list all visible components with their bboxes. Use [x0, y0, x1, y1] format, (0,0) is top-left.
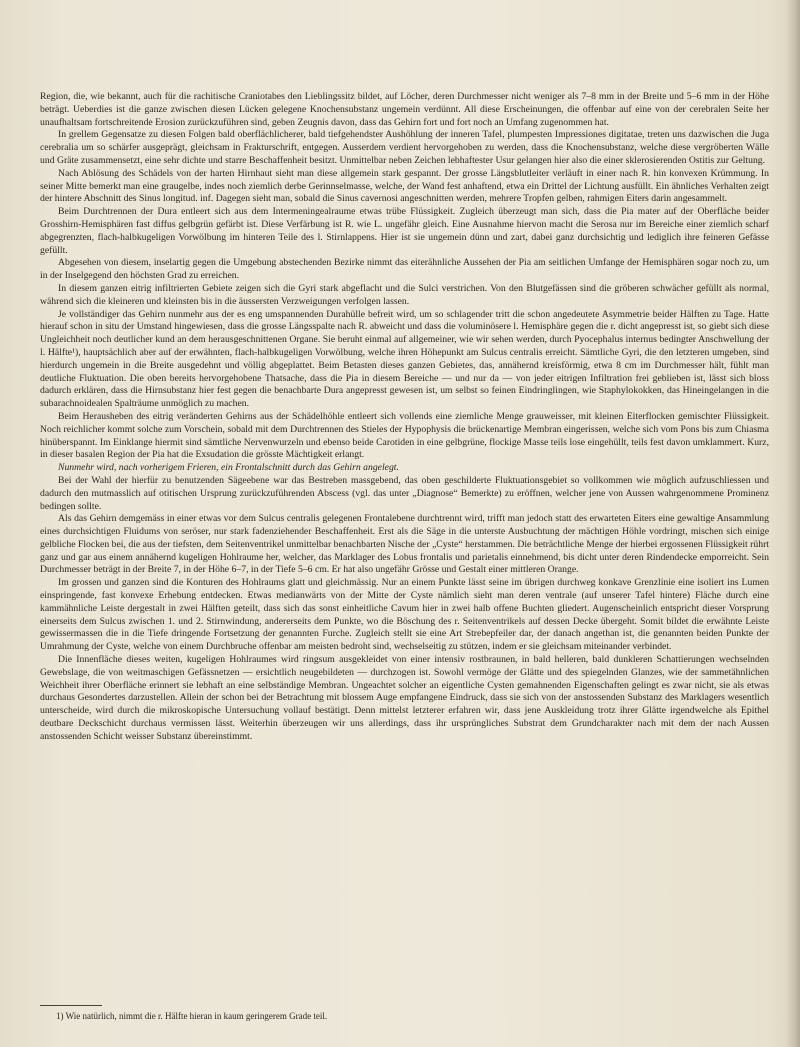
paragraph: Beim Herausheben des eitrig veränderten Gehirns aus der Schädelhöhle entleert sich vollends eine ziemliche Menge grauweisser, mit kleinen Eiterflocken gemischter Flüssigkeit. Noch reichlicher kommt solche zum Vorschein, sobald mit dem Durchtrennen des Stieles der Hypophysis die brückenartige Membran eingerissen, welche sich vom Pons bis zum Chiasma hinüberspannt. Im Einklange hiermit sind sämtliche Nervenwurzeln und ebenso beide Carotiden in eine gelbgrüne, flockige Masse teils lose eingehüllt, teils fest davon umklammert. Kurz, in dieser basalen Region der Pia hat die Exsudation die grösste Mächtigkeit erlangt. — [40, 410, 769, 461]
paragraph: In grellem Gegensatze zu diesen Folgen bald oberflächlicherer, bald tiefgehendster Aushöhlung der inneren Tafel, plumpesten Impressiones digitatae, treten uns dazwischen die Juga cerebralia um so schärfer ausgeprägt, gleichsam in Frakturschrift, entgegen. Ausserdem verdient hervorgehoben zu werden, dass die Knochensubstanz, welche diese vergröberten Wälle und Gräte zusammensetzt, eine sehr dichte und starre Beschaffenheit besitzt. Unmittelbar neben Zeichen lebhaftester Usur gelangen hier also die einer sklerosierenden Ostitis zur Geltung. — [40, 129, 769, 166]
paragraph: Region, die, wie bekannt, auch für die rachitische Craniotabes den Lieblingssitz bildet, auf Löcher, deren Durchmesser nicht weniger als 7–8 mm in der Breite und 5–6 mm in der Höhe beträgt. Ueberdies ist die ganze zwischen diesen Lücken gelegene Knochensubstanz ungemein verdünnt. All diese Erscheinungen, die offenbar auf eine von der cerebralen Seite her unaufhaltsam fortschreitende Erosion zurückzuführen sind, geben Zeugnis davon, dass das Gehirn fort und fort noch an Umfang zugenommen hat. — [40, 91, 769, 128]
paragraph: Abgesehen von diesem, inselartig gegen die Umgebung abstechenden Bezirke nimmt das eiterähnliche Aussehen der Pia am seitlichen Umfange der Hemisphären sogar noch zu, um in der Inselgegend den höchsten Grad zu erreichen. — [40, 257, 769, 282]
paragraph: Bei der Wahl der hierfür zu benutzenden Sägeebene war das Bestreben massgebend, das oben geschilderte Fluktuationsgebiet so vollkommen wie möglich aufzuschliessen und dadurch den mutmasslich auf otitischen Ursprung zurückzuführenden Abscess (vgl. das unter „Diagnose“ Bemerkte) zu eröffnen, welcher jene von Aussen wahrgenommene Prominenz bedingen sollte. — [40, 474, 769, 512]
paragraph: Nach Ablösung des Schädels von der harten Hirnhaut sieht man diese allgemein stark gespannt. Der grosse Längsblutleiter verläuft in einer nach R. hin konvexen Krümmung. In seiner Mitte bemerkt man eine graugelbe, indes noch ziemlich derbe Gerinnselmasse, welche, der Wand fest anhaftend, etwa ein Drittel der Lichtung ausfüllt. Ein ähnliches Verhalten zeigt der hintere Abschnitt des Sinus longitud. inf. Dagegen sieht man, sobald die Sinus cavernosi angeschnitten werden, mehrere Tropfen gelben, rahmigen Eiters darin angesammelt. — [40, 167, 769, 205]
page-binding-shadow — [786, 0, 800, 1047]
paragraph: In diesem ganzen eitrig infiltrierten Gebiete zeigen sich die Gyri stark abgeflacht und die Sulci verstrichen. Von den Blutgefässen sind die gröberen schwächer gefüllt als normal, während sich die kleineren und kleinsten bis in die äussersten Verzweigungen verfolgen lassen. — [40, 282, 769, 307]
paragraph: Als das Gehirn demgemäss in einer etwas vor dem Sulcus centralis gelegenen Frontalebene durchtrennt wird, trifft man jedoch statt des erwarteten Eiters eine gewaltige Ansammlung eines durchsichtigen Fluidums von seröser, nur stark fadenziehender Beschaffenheit. Erst als die Säge in die unterste Ausbuchtung der mächtigen Höhle vordringt, mischen sich einige gelbliche Flocken bei, die aus der tiefsten, dem Seitenventrikel unmittelbar benachbarten Nische der „Cyste“ herstammen. Die beträchtliche Menge der hierbei ergossenen Flüssigkeit rührt ganz und gar aus einem annähernd kugeligen Hohlraume her, welcher, das Marklager des Lobus frontalis und parietalis einnehmend, bis dicht unter deren Rindendecke emporreicht. Sein Durchmesser beträgt in der Breite 7, in der Höhe 6–7, in der Tiefe 5–6 cm. Er hat also ungefähr Grösse und Gestalt einer mittleren Orange. — [40, 513, 769, 576]
body-text — [40, 91, 769, 744]
footnote: 1) Wie natürlich, nimmt die r. Hälfte hieran in kaum geringerem Grade teil. — [56, 1011, 328, 1021]
paragraph: Je vollständiger das Gehirn nunmehr aus der es eng umspannenden Durahülle befreit wird, um so schlagender tritt die schon angedeutete Asymmetrie beider Hälften zu Tage. Hatte hierauf schon in situ der Umstand hingewiesen, dass die grosse Längsspalte nach R. abweicht und dass die voluminösere l. Hemisphäre gegen die r. dicht angepresst ist, so giebt sich diese Ungleichheit noch deutlicher kund an dem herausgeschnittenen Organe. Sie beruht einmal auf allgemeiner, wie wir sehen werden, durch Pyocephalus internus bedingter Anschwellung der l. Hälfte¹), hauptsächlich aber auf der erwähnten, flach-halbkugeligen Vorwölbung, welche ihren Höhepunkt am Sulcus centralis erreicht. Sämtliche Gyri, die den letzteren umgeben, sind hierdurch ungemein in die Breite ausgedehnt und völlig abgeplattet. Beim Betasten dieses ganzen Gebietes, das, annähernd kreisförmig, etwa 8 cm im Durchmesser hält, fühlt man deutliche Fluktuation. Die oben bereits hervorgehobene Thatsache, dass die Pia in diesem Bereiche — und nur da — von jeder eitrigen Infiltration frei geblieben ist, lässt sich bloss dadurch erklären, dass die Hirnsubstanz hier fest gegen die benachbarte Dura angepresst gewesen ist, um selbst so feinen Eindringlingen, wie Staphylokokken, das Hineingelangen in die subarachnoidealen Spalträume unmöglich zu machen. — [40, 308, 769, 410]
paragraph: Im grossen und ganzen sind die Konturen des Hohlraums glatt und gleichmässig. Nur an einem Punkte lässt seine im übrigen durchweg konkave Grenzlinie eine isoliert ins Lumen einspringende, fast konvexe Erhebung entdecken. Etwas medianwärts von der Mitte der Cyste nämlich sieht man deren ventrale (auf unserer Tafel hintere) Fläche durch eine kammähnliche Leiste dergestalt in zwei Hälften geteilt, dass sich das sonst einheitliche Cavum hier in zwei halb offene Buchten gliedert. Augenscheinlich entspricht dieser Vorsprung einerseits dem Sulcus zwischen 1. und 2. Stirnwindung, andererseits dem Punkte, wo die Böschung des r. Seitenventrikels auf dessen Decke übergeht. Somit bildet die erwähnte Leiste gewissermassen die in die Tiefe dringende Fortsetzung der genannten Furche. Zugleich stellt sie eine Art Strebepfeiler dar, der danach angethan ist, die genannten beiden Punkte der Umrahmung der Cyste, welche von einem Durchbruche offenbar am meisten bedroht sind, wechselseitig zu stützen, indem er sie gleichsam miteinander verbindet. — [40, 577, 769, 653]
paragraph: Beim Durchtrennen der Dura entleert sich aus dem Intermeningealraume etwas trübe Flüssigkeit. Zugleich überzeugt man sich, dass die Pia mater auf der Oberfläche beider Grosshirn-Hemisphären fast diffus gelbgrün gefärbt ist. Diese Verfärbung ist R. wie L. ungefähr gleich. Eine Ausnahme hiervon macht die Serosa nur im Bereiche einer ziemlich scharf abgegrenzten, flach-halbkugeligen Vorwölbung im hinteren Teile des l. Stirnlappens. Hier ist sie ungemein dünn und zart, dabei ganz durchsichtig und lediglich ihre feineren Gefässe gefüllt. — [40, 206, 769, 256]
paragraph: Nunmehr wird, nach vorherigem Frieren, ein Frontalschnitt durch das Gehirn angelegt. — [58, 462, 399, 474]
footnote-divider — [40, 1005, 102, 1006]
paragraph: Die Innenfläche dieses weiten, kugeligen Hohlraumes wird ringsum ausgekleidet von einer intensiv rostbraunen, in bald helleren, bald dunkleren Schattierungen wechselnden Gewebslage, die von weitmaschigen Gefässnetzen — ersichtlich neugebildeten — durchzogen ist. Sowohl vermöge der Glätte und des spiegelnden Glanzes, wie der sammetähnlichen Weichheit ihrer Oberfläche erinnert sie lebhaft an eine selbständige Membran. Ungeachtet solcher an eigentliche Cysten gemahnenden Eigenschaften gelingt es zwar nicht, sie als etwas durchaus Gesondertes darzustellen. Allein der schon bei der Betrachtung mit blossem Auge empfangene Eindruck, dass sie sich von der anstossenden Substanz des Marklagers wesentlich unterscheide, wird durch die mikroskopische Untersuchung vollauf bestätigt. Denn mittelst letzterer erfahren wir, dass jene Auskleidung trotz ihrer Glätte irgendwelche als Epithel deutbare Deckschicht durchaus vermissen lässt. Weiterhin überzeugen wir uns allerdings, dass ihr ursprüngliches Substrat dem Grundcharakter nach mit dem der nach Aussen anstossenden Schicht weisser Substanz übereinstimmt. — [40, 654, 769, 742]
